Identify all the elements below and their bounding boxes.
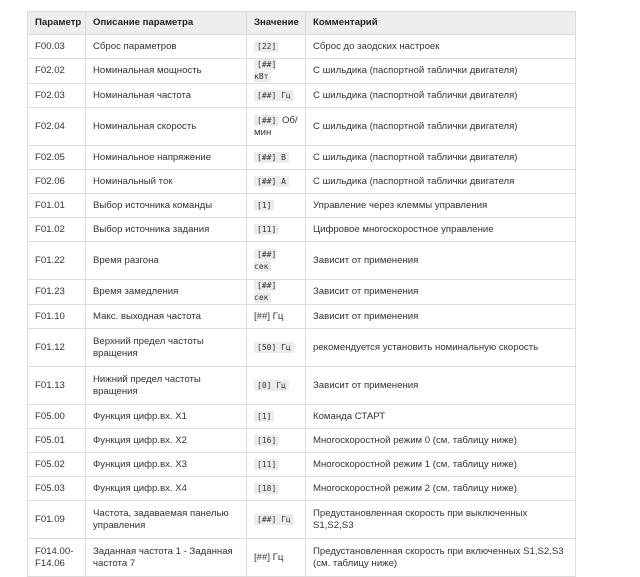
param-code: F01.22: [28, 242, 86, 280]
param-description: Функция цифр.вх. X3: [86, 453, 247, 477]
table-row: [28, 146, 576, 170]
param-description: Номинальная скорость: [86, 108, 247, 146]
param-value: [##] кВт: [254, 60, 277, 81]
param-code: F02.05: [28, 146, 86, 170]
param-value-cell: [247, 280, 306, 305]
param-value: [##]: [254, 115, 279, 126]
table-row: [28, 305, 576, 329]
param-code: F00.03: [28, 35, 86, 59]
param-value: [##] А: [254, 176, 289, 187]
param-value-cell: [247, 108, 306, 146]
param-value: [1]: [254, 411, 274, 422]
param-value-cell: [247, 146, 306, 170]
param-description: Выбор источника команды: [86, 194, 247, 218]
param-value: [1]: [254, 200, 274, 211]
param-code: F05.02: [28, 453, 86, 477]
param-value-unit: Об/мин: [254, 114, 298, 138]
param-comment: Многоскоростной режим 0 (см. таблицу ниже): [306, 429, 576, 453]
param-code: F01.23: [28, 280, 86, 305]
param-code: F01.02: [28, 218, 86, 242]
param-value: [16]: [254, 435, 279, 446]
param-description: Номинальное напряжение: [86, 146, 247, 170]
param-value: [##] Гц: [254, 90, 294, 101]
param-value-cell: [247, 539, 306, 577]
header-comment: Комментарий: [306, 12, 576, 35]
table-row: [28, 84, 576, 108]
param-description: Номинальная частота: [86, 84, 247, 108]
param-comment: С шильдика (паспортной таблички двигателя: [306, 170, 576, 194]
table-row: [28, 218, 576, 242]
parameter-table: [27, 11, 576, 577]
param-value: [##] сек: [254, 249, 277, 271]
param-code: F02.02: [28, 59, 86, 84]
param-description: Функция цифр.вх. X1: [86, 405, 247, 429]
param-comment: Управление через клеммы управления: [306, 194, 576, 218]
table-header-row: [28, 12, 576, 35]
header-value: Значение: [247, 12, 306, 35]
param-comment: С шильдика (паспортной таблички двигателя): [306, 108, 576, 146]
param-value-cell: [247, 242, 306, 280]
param-description: Верхний предел частоты вращения: [86, 329, 247, 367]
param-code: F02.04: [28, 108, 86, 146]
param-comment: С шильдика (паспортной таблички двигателя): [306, 146, 576, 170]
param-code: F01.01: [28, 194, 86, 218]
param-value: [11]: [254, 224, 279, 235]
param-value: [##] Гц: [254, 551, 284, 563]
param-description: Макс. выходная частота: [86, 305, 247, 329]
param-comment: рекомендуется установить номинальную скорость: [306, 329, 576, 367]
param-comment: Предустановленная скорость при включенных S1,S2,S3 (см. таблицу ниже): [306, 539, 576, 577]
param-value: [18]: [254, 483, 279, 494]
param-comment: С шильдика (паспортной таблички двигателя): [306, 84, 576, 108]
param-value-cell: [247, 59, 306, 84]
header-param: Параметр: [28, 12, 86, 35]
param-value-cell: [247, 453, 306, 477]
param-comment: Зависит от применения: [306, 280, 576, 305]
param-comment: Предустановленная скорость при выключенных S1,S2,S3: [306, 501, 576, 539]
param-code: F01.09: [28, 501, 86, 539]
param-comment: Сброс до заодских настроек: [306, 35, 576, 59]
param-description: Номинальная мощность: [86, 59, 247, 84]
table-row: [28, 329, 576, 367]
param-description: Заданная частота 1 - Заданная частота 7: [86, 539, 247, 577]
table-row: [28, 194, 576, 218]
table-row: [28, 429, 576, 453]
param-code: F02.03: [28, 84, 86, 108]
param-description: Время замедления: [86, 280, 247, 305]
param-comment: С шильдика (паспортной таблички двигателя): [306, 59, 576, 84]
param-code: F01.13: [28, 367, 86, 405]
table-row: [28, 242, 576, 280]
param-comment: Зависит от применения: [306, 367, 576, 405]
param-value: [##] Гц: [254, 310, 284, 322]
param-description: Время разгона: [86, 242, 247, 280]
table-row: [28, 280, 576, 305]
param-value-cell: [247, 170, 306, 194]
param-value: [50] Гц: [254, 342, 294, 353]
param-value: [##] Гц: [254, 514, 294, 525]
table-row: [28, 59, 576, 84]
param-code: F01.10: [28, 305, 86, 329]
param-comment: Зависит от применения: [306, 242, 576, 280]
param-value-cell: [247, 35, 306, 59]
param-value-cell: [247, 429, 306, 453]
param-comment: Команда СТАРТ: [306, 405, 576, 429]
param-value-cell: [247, 84, 306, 108]
table-row: [28, 367, 576, 405]
table-row: [28, 477, 576, 501]
param-comment: Многоскоростной режим 1 (см. таблицу ниже): [306, 453, 576, 477]
table-row: [28, 170, 576, 194]
param-code: F05.00: [28, 405, 86, 429]
param-code: F05.03: [28, 477, 86, 501]
param-value: [##] сек: [254, 281, 277, 302]
param-value-cell: [247, 477, 306, 501]
param-value-cell: [247, 218, 306, 242]
param-description: Функция цифр.вх. X4: [86, 477, 247, 501]
param-code: F014.00-F14.06: [28, 539, 86, 577]
param-value-cell: [247, 329, 306, 367]
param-comment: Многоскоростной режим 2 (см. таблицу ниже): [306, 477, 576, 501]
table-row: [28, 405, 576, 429]
table-row: [28, 501, 576, 539]
table-row: [28, 539, 576, 577]
param-comment: Зависит от применения: [306, 305, 576, 329]
param-value: [22]: [254, 41, 279, 52]
param-comment: Цифровое многоскоростное управление: [306, 218, 576, 242]
table-row: [28, 108, 576, 146]
param-description: Нижний предел частоты вращения: [86, 367, 247, 405]
param-code: F02.06: [28, 170, 86, 194]
param-description: Сброс параметров: [86, 35, 247, 59]
param-value-cell: [247, 405, 306, 429]
param-code: F05.01: [28, 429, 86, 453]
param-description: Функция цифр.вх. X2: [86, 429, 247, 453]
param-description: Выбор источника задания: [86, 218, 247, 242]
param-description: Номинальный ток: [86, 170, 247, 194]
param-value: [0] Гц: [254, 380, 289, 391]
param-description: Частота, задаваемая панелью управления: [86, 501, 247, 539]
param-value-cell: [247, 305, 306, 329]
param-value-cell: [247, 367, 306, 405]
param-value: [11]: [254, 459, 279, 470]
parameter-table-container: [27, 11, 576, 577]
table-row: [28, 453, 576, 477]
table-row: [28, 35, 576, 59]
param-value: [##] В: [254, 152, 289, 163]
param-code: F01.12: [28, 329, 86, 367]
param-value-cell: [247, 194, 306, 218]
table-body: [28, 35, 576, 577]
header-description: Описание параметра: [86, 12, 247, 35]
param-value-cell: [247, 501, 306, 539]
